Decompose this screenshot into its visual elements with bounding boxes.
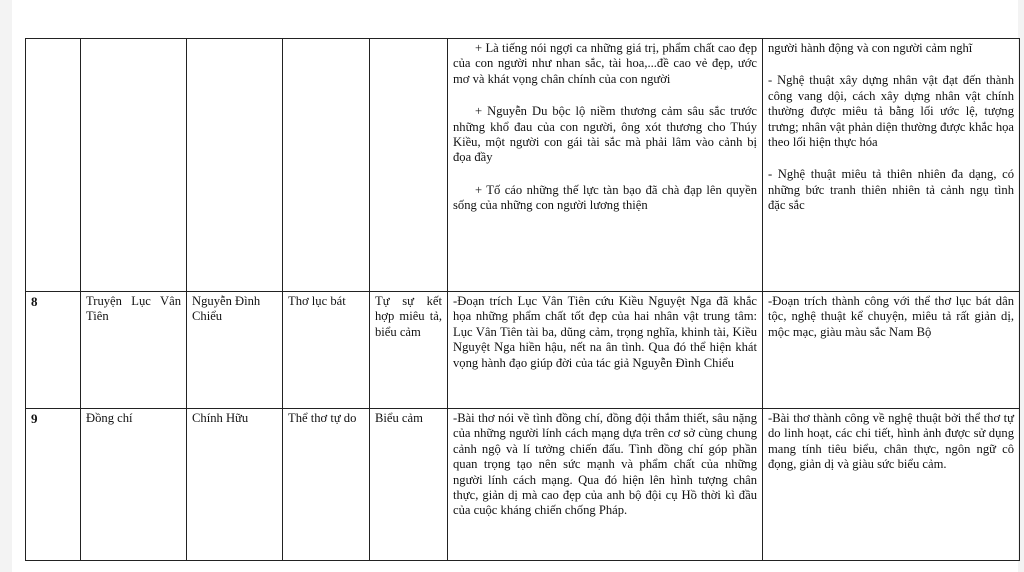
cell-author: Nguyễn Đình Chiểu	[187, 292, 283, 409]
cell-form: Thơ lục bát	[283, 292, 370, 409]
cell-form	[283, 39, 370, 292]
art-paragraph: - Nghệ thuật xây dựng nhân vật đạt đến thành công vang dội, cách xây dựng nhân vật chính thường được miêu tả bằng lối ước lệ, tượng trưng; nhân vật phản diện thường được khắc họa theo lối hiện thực hóa	[768, 73, 1014, 150]
cell-content	[448, 292, 763, 409]
cell-author	[187, 39, 283, 292]
content-paragraph: -Đoạn trích Lục Vân Tiên cứu Kiều Nguyệt Nga đã khắc họa những phẩm chất tốt đẹp của hai nhân vật trung tâm: Lục Vân Tiên tài ba, dũng cảm, trọng nghĩa, khinh tài, Kiều Nguyệt Nga hiền hậu, nết na ân tình. Qua đó thể hiện khát vọng hành đạo giúp đời của tác giả Nguyễn Đình Chiểu	[453, 294, 757, 370]
cell-content	[448, 409, 763, 561]
table-row	[26, 39, 1020, 292]
literature-summary-table	[25, 38, 1020, 561]
cell-title	[81, 39, 187, 292]
cell-title: Đồng chí	[81, 409, 187, 561]
table-row	[26, 409, 1020, 561]
content-paragraph: + Nguyễn Du bộc lộ niềm thương cảm sâu sắc trước những khổ đau của con người, ông xót thương cho Thúy Kiều, một người con gái tài sắc mà phải lâm vào cảnh bị đọa đầy	[453, 104, 757, 165]
cell-author: Chính Hữu	[187, 409, 283, 561]
cell-art	[763, 409, 1020, 561]
art-paragraph: -Đoạn trích thành công với thể thơ lục bát dân tộc, nghệ thuật kể chuyện, miêu tả rất giản dị, mộc mạc, giàu màu sắc Nam Bộ	[768, 294, 1014, 339]
cell-form: Thể thơ tự do	[283, 409, 370, 561]
cell-num: 8	[26, 292, 81, 409]
cell-art	[763, 39, 1020, 292]
cell-title: Truyện Lục Vân Tiên	[81, 292, 187, 409]
content-paragraph: -Bài thơ nói về tình đồng chí, đồng đội thắm thiết, sâu nặng của những người lính cách mạng dựa trên cơ sở cùng chung cảnh ngộ và lí tưởng chiến đấu. Tình đồng chí góp phần quan trọng tạo nên sức mạnh và phẩm chất của những người lính cách mạng. Qua đó hiện lên hình tượng chân thực, giản dị mà cao đẹp của anh bộ đội cụ Hồ thời kì đầu của cuộc kháng chiến chống Pháp.	[453, 411, 757, 518]
cell-mode	[370, 39, 448, 292]
art-paragraph: -Bài thơ thành công về nghệ thuật bởi thể thơ tự do linh hoạt, các chi tiết, hình ảnh được sử dụng mang tính tiêu biểu, chân thực, ngôn ngữ cô đọng, giản dị và giàu sức biểu cảm.	[768, 411, 1014, 472]
art-paragraph: người hành động và con người cảm nghĩ	[768, 41, 973, 55]
document-page	[12, 0, 1018, 572]
cell-mode: Biểu cảm	[370, 409, 448, 561]
art-paragraph: - Nghệ thuật miêu tả thiên nhiên đa dạng, có những bức tranh thiên nhiên tả cảnh ngụ tình đặc sắc	[768, 167, 1014, 213]
cell-mode: Tự sự kết hợp miêu tả, biểu cảm	[370, 292, 448, 409]
table-row	[26, 292, 1020, 409]
cell-num	[26, 39, 81, 292]
content-paragraph: + Tố cáo những thế lực tàn bạo đã chà đạp lên quyền sống của những con người lương thiện	[453, 182, 757, 213]
cell-art	[763, 292, 1020, 409]
cell-content	[448, 39, 763, 292]
content-paragraph: + Là tiếng nói ngợi ca những giá trị, phẩm chất cao đẹp của con người như nhan sắc, tài hoa,...đề cao vẻ đẹp, ước mơ và khát vọng chân chính của con người	[453, 41, 757, 86]
cell-num: 9	[26, 409, 81, 561]
